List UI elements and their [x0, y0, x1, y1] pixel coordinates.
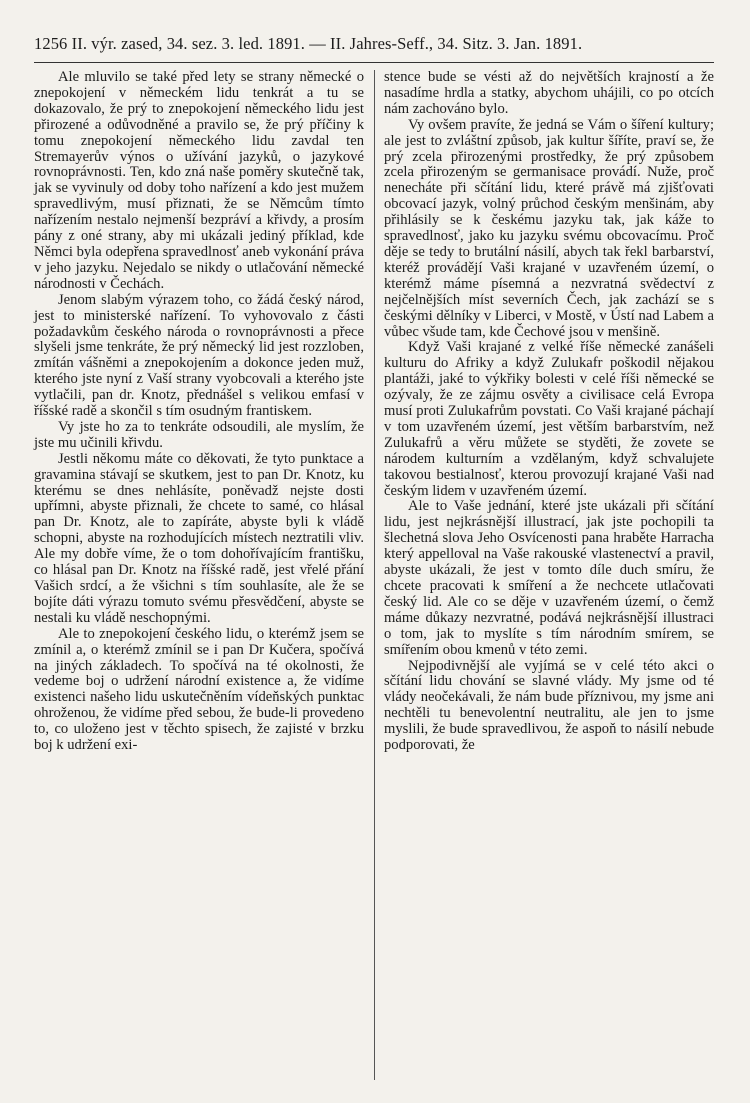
paragraph: Ale mluvilo se také před lety se strany německé o znepokojení v německém lidu tenkrát a tu se dokazovalo, že prý to znepokojení německého lidu jest přirozené a odůvodněné a pravilo se, že prý příčiny k tomu znepokojení německého lidu zavdal ten Stremayerův výnos o užívání jazyků, o jazykové rovnoprávnosti. Ten, kdo zná naše poměry skutečně tak, jak se vyvinuly od doby toho nařízení a kdo jest mužem spravedlivým, musí přiznati, že se Němcům tímto nařízením nestalo nejmenší bezpráví a křivdy, a prosím pány z oné strany, aby mi ukázali jediný příklad, kde Němci byla odepřena spravedlnosť aneb vykonání práva v jeho jazyku. Nejedalo se nikdy o utlačování německé národnosti v Čechách. — [34, 69, 364, 292]
paragraph: Ale to Vaše jednání, které jste ukázali při sčítání lidu, jest nejkrásnější illustrací, jak jste pochopili ta šlechetná slova Jeho Osvícenosti pana hraběte Harracha který appelloval na Vaše rakouské vlastenectví a pravil, abyste ukázali, že jest v tomto díle duch smíru, že chcete pracovati k smíření a že nechcete utlačovati český lid. Ale co se děje v uzavřeném území, o čemž máme důkazy nezvratné, podává nejkrásnější illustraci o tom, jak to myslíte s tím národním smírem, se smířením obou kmenů v této zemi. — [384, 498, 714, 658]
paragraph: Nejpodivnější ale vyjímá se v celé této akci o sčítání lidu chování se slavné vlády. My jsme od té vlády neočekávali, že nám bude příznivou, my jsme ani nechtěli tu benevolentní neutralitu, ale jen to jsme myslili, že bude spravedlivou, že aspoň to násilí nebude podporovati, že — [384, 657, 714, 754]
paragraph: Jenom slabým výrazem toho, co žádá český národ, jest to ministerské nařízení. To vyhovovalo z části požadavkům českého národa o rovnoprávnosti a přece slyšeli jsme tenkráte, že prý německý lid jest rozzloben, zmítán vášněmi a znepokojením a dokonce jeden muž, kterého jste nyní z Vaší strany vyobcovali a kterého jste vytlačili, pan dr. Knotz, přednášel s velikou emfasí v říšské radě a skončil s tím osudným frantiskem. — [34, 291, 364, 420]
paragraph: Vy ovšem pravíte, že jedná se Vám o šíření kultury; ale jest to zvláštní způsob, jak kultur šíříte, praví se, že prý zcela přirozenými prostředky, že prý způsobem zcela přirozeným se germanisace provádí. Nuže, proč nenecháte při sčítání lidu, které právě má zjišťovati obcovací jazyk, volný průchod českým menšinám, aby přihlásily se k českému jazyku tak, jak káže to spravedlnosť, jako ku jazyku svému obcovacímu. Proč děje se tedy to brutální násilí, abych tak řekl barbarství, kteréž provádějí Vaši krajané v uzavřeném území, o kterémž máme písemná a nezvratná svědectví z nejčelnějších míst severních Čech, jak zachází se s českými dělníky v Liberci, v Mostě, v Ústí nad Labem a vůbec všude tam, kde Čechové jsou v menšině. — [384, 116, 714, 340]
paragraph: Jestli někomu máte co děkovati, že tyto punktace a gravamina stávají se skutkem, jest to pan Dr. Knotz, ku kterému se dnes nehlásíte, poněvadž nejste dosti upřímni, abyste přiznali, že chcete to samé, co hlásal pan Dr. Knotz, ale to zapíráte, abyste byli k vládě schopni, abyste na rozhodujících místech neztratili vliv. Ale my dobře víme, že o tom dohořívajícím františku, co hlásal pan Dr. Knotz na říšské radě, jest vřelé přání Vašich srdcí, a že všichni s tím souhlasíte, ale že se bojíte dáti výrazu tomuto svému přesvědčení, abyste se nestali ku vládě neschopnými. — [34, 450, 364, 626]
paragraph: stence bude se vésti až do největších krajností a že nasadíme hrdla a statky, abychom uhájili, co po otcích nám zachováno bylo. — [384, 69, 714, 117]
paragraph: Vy jste ho za to tenkráte odsoudili, ale myslím, že jste mu učinili křivdu. — [34, 418, 364, 451]
right-column — [375, 70, 714, 1080]
text-columns — [34, 70, 714, 1080]
paragraph: Ale to znepokojení českého lidu, o kterémž jsem se zmínil a, o kterémž zmínil se i pan Dr Kučera, spočívá na jiných základech. To spočívá na té okolnosti, že vedeme boj o udržení národní existence a, že vidíme existenci našeho lidu uskutečněním vídeňských punktac ohroženou, že vidíme před sebou, že bude-li provedeno to, co uloženo jest v těchto spisech, že zajisté v brzku boj k udržení exi- — [34, 625, 364, 754]
paragraph: Když Vaši krajané z velké říše německé zanášeli kulturu do Afriky a když Zulukafr poškodil nějakou plantáži, jaké to výkřiky bolesti v celé říši německé se ozývaly, že ze zájmu osvěty a civilisace celá Evropa musí proti Zulukafrům povstati. Co Vaši krajané páchají v tom uzavřeném území, jest větším barbarstvím, než Zulukafrů a věru můžete se styděti, že zovete se národem kulturním a vzdělaným, když schvalujete takovou bestialnosť, kterou provozují krajané Vaši nad českým lidem v uzavřeném území. — [384, 339, 714, 499]
page-header: 1256 II. výr. zased, 34. sez. 3. led. 1891. — II. Jahres-Seff., 34. Sitz. 3. Jan. 1891. — [34, 34, 583, 53]
left-column — [34, 70, 374, 1080]
header-rule — [34, 62, 714, 63]
